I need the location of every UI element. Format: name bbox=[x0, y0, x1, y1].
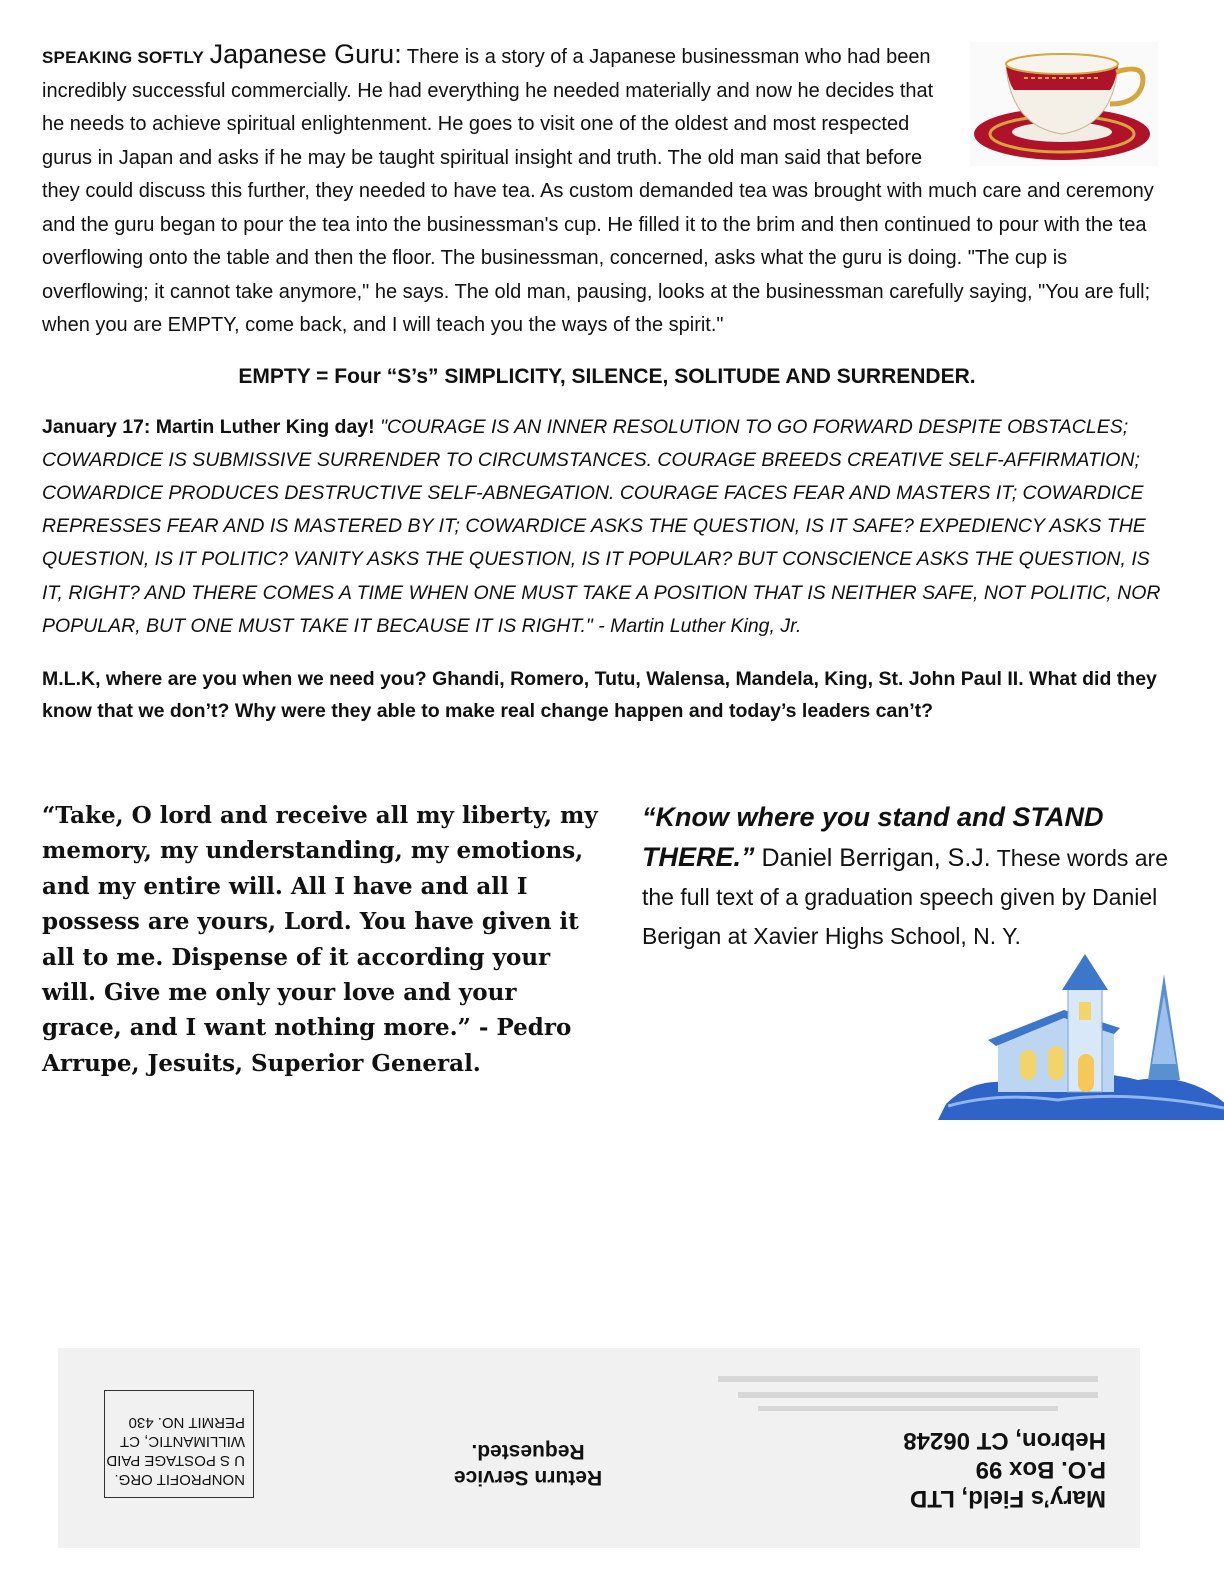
permit-line: PERMIT NO. 430 bbox=[128, 1414, 245, 1431]
permit-line: U S POSTAGE PAID bbox=[106, 1452, 245, 1469]
sender-line: Hebron, CT 06248 bbox=[903, 1427, 1106, 1454]
sender-line: P.O. Box 99 bbox=[975, 1456, 1106, 1483]
newsletter-page bbox=[42, 38, 1172, 1077]
return-line: Requested. bbox=[471, 1440, 585, 1463]
story-title: Japanese Guru: bbox=[209, 39, 402, 69]
teacup-image bbox=[970, 42, 1158, 166]
berrigan-text: These words are the full text of a graduation speech given by Daniel Berigan at Xavier Highs School, N. Y. bbox=[642, 845, 1169, 949]
mailing-panel bbox=[58, 1348, 1140, 1548]
leaders-paragraph bbox=[42, 663, 1172, 727]
leaders-lead: M.L.K, bbox=[42, 667, 101, 690]
story-paragraph bbox=[42, 38, 1172, 343]
permit-line: WILLIMANTIC, CT bbox=[119, 1433, 245, 1450]
mlk-lead: January 17: Martin Luther King day! bbox=[42, 415, 375, 438]
empty-heading: EMPTY = Four “S’s” SIMPLICITY, SILENCE, SOLITUDE AND SURRENDER. bbox=[238, 364, 976, 388]
bleed-through-text bbox=[718, 1366, 1118, 1416]
story-text: There is a story of a Japanese businessman who had been incredibly successful commercially. He had everything he needed materially and now he decides that he needs to achieve spiritual enlightenment. He goes to visit one of the oldest and most respected gurus in Japan and asks if he may be taught spiritual insight and truth. The old man said that before they could discuss this further, they needed to have tea. As custom demanded tea was brought with much care and ceremony and the guru began to pour the tea into the businessman's cup. He filled it to the brim and then continued to pour with the tea overflowing onto the table and then the floor. The businessman, concerned, asks what the guru is doing. "The cup is overflowing; it cannot take anymore," he says. The old man, pausing, looks at the businessman carefully saying, "You are full; when you are EMPTY, come back, and I will teach you the ways of the spirit." bbox=[42, 46, 1154, 336]
sender-line: Mary’s Field, LTD bbox=[909, 1485, 1106, 1512]
mlk-paragraph bbox=[42, 411, 1172, 643]
section-kicker: SPEAKING SOFTLY bbox=[42, 48, 205, 67]
mlk-quote: "COURAGE IS AN INNER RESOLUTION TO GO FORWARD DESPITE OBSTACLES; COWARDICE IS SUBMISSIVE SURRENDER TO CIRCUMSTANCES. COURAGE BREEDS CREATIVE SELF-AFFIRMATION; COWARDICE PRODUCES DESTRUCTIVE SELF-ABNEGATION. COURAGE FACES FEAR AND MASTERS IT; COWARDICE REPRESSES FEAR AND IS MASTERED BY IT; COWARDICE ASKS THE QUESTION, IS IT SAFE? EXPEDIENCY ASKS THE QUESTION, IS IT POLITIC? VANITY ASKS THE QUESTION, IS IT POPULAR? BUT CONSCIENCE ASKS THE QUESTION, IS IT, RIGHT? AND THERE COMES A TIME WHEN ONE MUST TAKE A POSITION THAT IS NEITHER SAFE, NOT POLITIC, NOR POPULAR, BUT ONE MUST TAKE IT BECAUSE IT IS RIGHT." - Martin Luther King, Jr. bbox=[42, 415, 1161, 637]
two-column-section bbox=[42, 798, 1172, 1098]
arrupe-prayer: “Take, O lord and receive all my liberty, my memory, my understanding, my emotions, and my entire will. All I have and all I possess are yours, Lord. You have given it all to me. Dispense of it according your will. Give me only your love and your grace, and I want nothing more.” - Pedro Arrupe, Jesuits, Superior General. bbox=[42, 802, 598, 1077]
postage-permit-box bbox=[104, 1390, 254, 1498]
berrigan-quote: “Know where you stand and STAND THERE.” bbox=[642, 802, 1104, 872]
sender-address bbox=[866, 1426, 1106, 1513]
return-line: Return Service bbox=[453, 1466, 603, 1489]
permit-line: NONPROFIT ORG. bbox=[114, 1471, 245, 1488]
berrigan-name: Daniel Berrigan, S.J. bbox=[754, 844, 991, 872]
berrigan-quote-block bbox=[642, 798, 1182, 956]
leaders-text: where are you when we need you? Ghandi, Romero, Tutu, Walensa, Mandela, King, St. John Paul II. What did they know that we don’t? Why were they able to make real change happen and today’s leaders can’t? bbox=[42, 667, 1157, 722]
church-image bbox=[938, 954, 1224, 1120]
return-service-notice bbox=[428, 1438, 628, 1490]
